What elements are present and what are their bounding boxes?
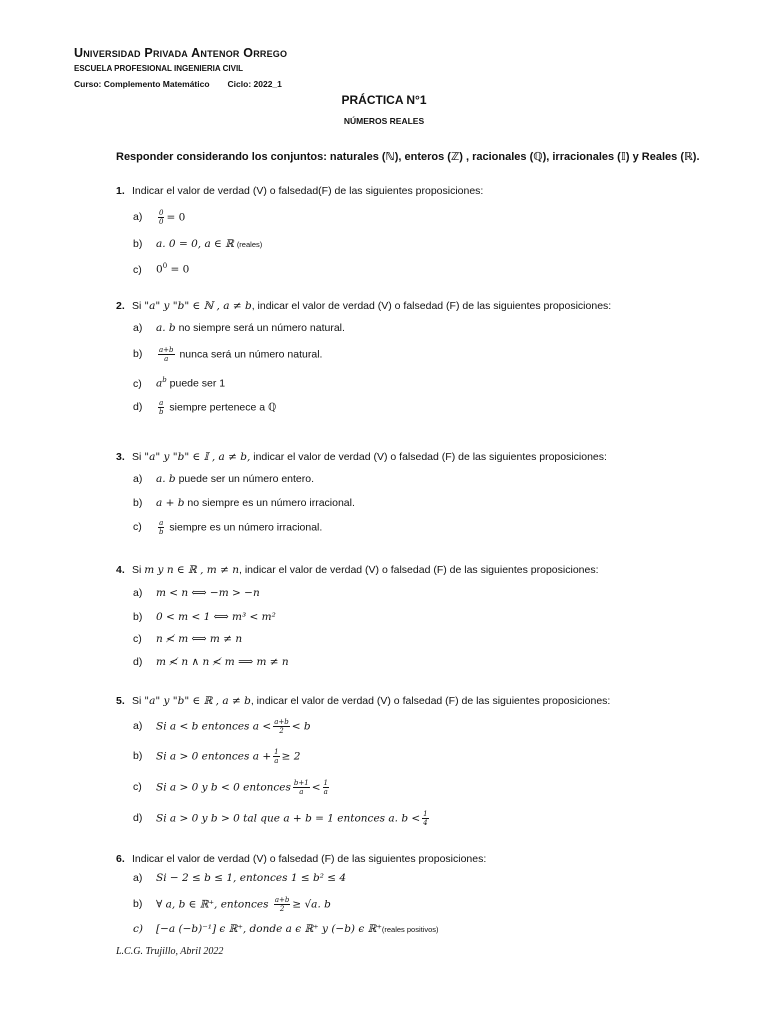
item-label: b) — [133, 497, 143, 509]
item-label: a) — [133, 473, 143, 485]
university-name: Universidad Privada Antenor Orrego — [74, 46, 288, 60]
page-subtitle: NÚMEROS REALES — [343, 116, 425, 126]
denominator: a — [274, 757, 279, 765]
expression: a. b — [156, 473, 176, 485]
expression: Si a > 0 y b > 0 tal que a + b = 1 entonces a. b < — [156, 812, 421, 825]
item-label: a) — [133, 872, 143, 884]
course-label: Curso: Complemento Matemático — [74, 79, 210, 89]
numerator: a — [159, 399, 164, 407]
q4-item-d — [133, 656, 289, 668]
denominator: a — [164, 355, 169, 363]
expression: < b — [291, 720, 311, 733]
expression: [−a (−b)⁻¹] ϵ ℝ⁺, donde a ϵ ℝ⁺ y (−b) ϵ ℝ⁺ — [156, 923, 382, 935]
fraction — [273, 748, 279, 765]
item-label: d) — [133, 656, 143, 668]
fraction — [273, 718, 290, 735]
item-label: a) — [133, 211, 143, 224]
item-label: c) — [133, 633, 142, 645]
exponent: 0 — [162, 262, 168, 270]
q3-item-a — [133, 473, 314, 485]
item-text: siempre es un número irracional. — [166, 521, 323, 534]
numerator: a+b — [274, 896, 290, 904]
cycle-label: Ciclo: 2022_1 — [227, 79, 282, 89]
item-label: a) — [133, 587, 143, 599]
expression: Si a > 0 entonces a + — [156, 750, 272, 763]
numerator: a+b — [159, 346, 174, 354]
question-5 — [116, 695, 610, 707]
intro-text: Responder considerando los conjuntos: naturales (ℕ), enteros (ℤ) , racionales (ℚ), irracionales (𝕀) y Reales (ℝ). — [116, 151, 700, 163]
q6-item-b — [133, 896, 331, 913]
expression: m y n ∈ ℝ , m ≠ n — [144, 564, 239, 576]
expression: ≥ √a. b — [292, 898, 331, 911]
q2-item-a — [133, 322, 345, 334]
numerator: 1 — [423, 810, 428, 818]
expression: "a" y "b" ∈ 𝕀 , a ≠ b, — [144, 451, 251, 463]
item-text: nunca será un número natural. — [176, 348, 323, 361]
question-prefix: Si — [132, 695, 142, 707]
question-number: 3. — [116, 451, 125, 463]
q2-item-d — [133, 399, 276, 416]
expression: Si − 2 ≤ b ≤ 1, entonces 1 ≤ b² ≤ 4 — [156, 872, 347, 884]
expression: Si a < b entonces a < — [156, 720, 272, 733]
note: (reales) — [236, 240, 263, 249]
fraction — [158, 346, 175, 363]
expression: m < n ⟺ −m > −n — [156, 587, 260, 599]
q5-item-d — [133, 810, 431, 827]
question-text: Indicar el valor de verdad (V) o falsedad (F) de las siguientes proposiciones: — [132, 853, 487, 865]
item-label: d) — [133, 812, 143, 825]
item-label: b) — [133, 348, 143, 361]
item-label: c) — [133, 377, 142, 390]
question-number: 4. — [116, 564, 125, 576]
item-label: c) — [133, 263, 142, 276]
item-label: b) — [133, 611, 143, 623]
fraction — [158, 209, 164, 226]
fraction — [293, 779, 310, 796]
question-text: , indicar el valor de verdad (V) o falsedad (F) de las siguientes proposiciones: — [251, 300, 612, 312]
expression: = 0 — [167, 263, 190, 276]
fraction — [274, 896, 291, 913]
denominator: 0 — [159, 218, 164, 226]
question-2 — [116, 300, 611, 312]
denominator: 2 — [279, 727, 284, 735]
item-text: no siempre es un número irracional. — [184, 497, 355, 509]
q1-item-c — [133, 262, 189, 276]
question-text: Indicar el valor de verdad (V) o falsedad(F) de las siguientes proposiciones: — [132, 185, 484, 197]
question-4 — [116, 564, 599, 576]
numerator: 1 — [323, 779, 328, 787]
question-number: 5. — [116, 695, 125, 707]
exponent: b — [162, 376, 167, 384]
q6-item-a — [133, 872, 346, 884]
item-text: no siempre será un número natural. — [175, 322, 345, 334]
q4-item-b — [133, 611, 276, 623]
numerator: a — [159, 519, 164, 527]
q3-item-b — [133, 497, 355, 509]
denominator: 4 — [423, 819, 428, 827]
numerator: a+b — [274, 718, 289, 726]
question-1 — [116, 185, 483, 197]
q2-item-c — [133, 376, 225, 390]
question-text: , indicar el valor de verdad (V) o falsedad (F) de las siguientes proposiciones: — [238, 564, 599, 576]
expression: < — [311, 781, 321, 794]
expression: Si a > 0 y b < 0 entonces — [156, 781, 291, 794]
item-label: b) — [133, 238, 143, 250]
denominator: a — [323, 788, 328, 796]
q5-item-c — [133, 779, 331, 796]
question-text: indicar el valor de verdad (V) o falsedad (F) de las siguientes proposiciones: — [250, 451, 607, 463]
question-prefix: Si — [132, 564, 142, 576]
item-text: puede ser 1 — [166, 377, 226, 390]
course-line — [74, 79, 282, 89]
item-label: c) — [133, 781, 142, 794]
numerator: b+1 — [293, 779, 309, 787]
item-label: a) — [133, 720, 143, 733]
q5-item-b — [133, 748, 300, 765]
item-label: c) — [133, 521, 142, 534]
expression: ≥ 2 — [281, 750, 301, 763]
denominator: 2 — [279, 905, 285, 913]
item-text: siempre pertenece a ℚ — [166, 401, 277, 414]
denominator: b — [159, 528, 164, 536]
denominator: a — [299, 788, 304, 796]
expression: "a" y "b" ∈ ℝ , a ≠ b — [144, 695, 251, 707]
fraction — [158, 399, 164, 416]
fraction — [422, 810, 428, 827]
expression: ∀ a, b ∈ ℝ⁺, entonces — [156, 898, 272, 911]
question-prefix: Si — [132, 451, 142, 463]
expression: n ≮ m ⟺ m ≠ n — [156, 633, 243, 645]
base: 0 — [156, 263, 163, 276]
expression: "a" y "b" ∈ ℕ , a ≠ b — [144, 300, 252, 312]
denominator: b — [159, 408, 164, 416]
question-6 — [116, 853, 486, 865]
expression: 0 < m < 1 ⟺ m³ < m² — [156, 611, 276, 623]
expression: a. b — [156, 322, 176, 334]
footer-signature: L.C.G. Trujillo, Abril 2022 — [116, 946, 224, 957]
numerator: 0 — [159, 209, 164, 217]
q3-item-c — [133, 519, 322, 536]
q5-item-a — [133, 718, 311, 735]
expression: m ≮ n ∧ n ≮ m ⟹ m ≠ n — [156, 656, 289, 668]
q1-item-b — [133, 238, 262, 250]
q1-item-a — [133, 209, 185, 226]
question-number: 1. — [116, 185, 125, 197]
fraction — [323, 779, 329, 796]
q4-item-a — [133, 587, 260, 599]
question-text: , indicar el valor de verdad (V) o falsedad (F) de las siguientes proposiciones: — [250, 695, 611, 707]
base: a — [156, 377, 163, 390]
question-prefix: Si — [132, 300, 142, 312]
page-title: PRÁCTICA N°1 — [341, 93, 427, 107]
item-label: b) — [133, 898, 143, 911]
item-label: b) — [133, 750, 143, 763]
school-name: ESCUELA PROFESIONAL INGENIERIA CIVIL — [74, 64, 244, 73]
q2-item-b — [133, 346, 322, 363]
expression: a. 0 = 0, a ∈ ℝ — [156, 238, 234, 250]
note: (reales positivos) — [381, 925, 439, 934]
item-label: d) — [133, 401, 143, 414]
q6-item-c — [133, 923, 439, 935]
item-label: a) — [133, 322, 143, 334]
expression: = 0 — [166, 211, 186, 224]
question-3 — [116, 451, 607, 463]
numerator: 1 — [274, 748, 279, 756]
item-label: c) — [133, 923, 143, 935]
question-number: 6. — [116, 853, 125, 865]
q4-item-c — [133, 633, 242, 645]
item-text: puede ser un número entero. — [175, 473, 315, 485]
question-number: 2. — [116, 300, 125, 312]
fraction — [158, 519, 164, 536]
expression: a + b — [156, 497, 185, 509]
